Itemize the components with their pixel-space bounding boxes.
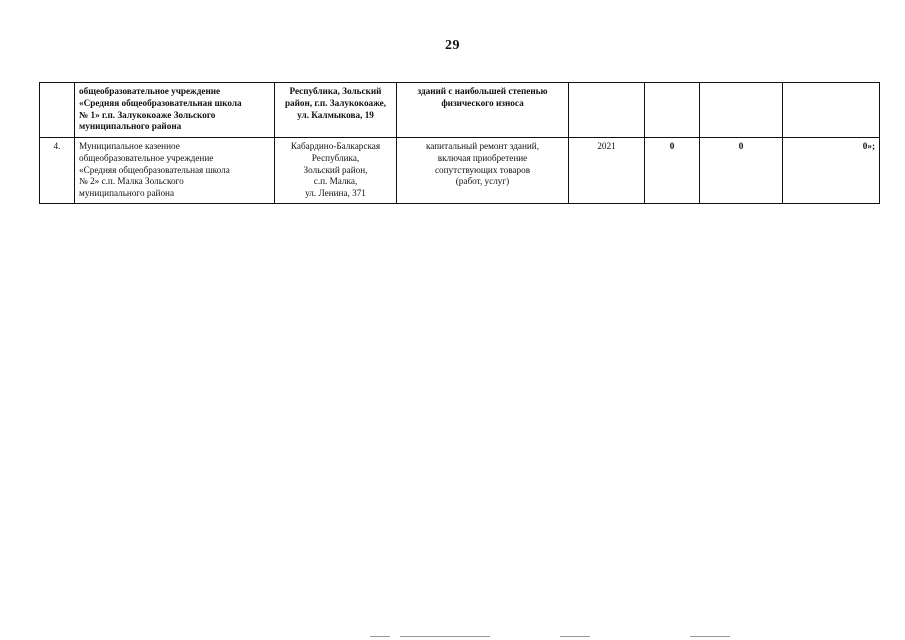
address-line: Республика, Зольский bbox=[289, 86, 382, 96]
work-type-line: сопутствующих товаров bbox=[434, 164, 531, 175]
work-type-line: зданий с наибольшей степенью bbox=[417, 86, 548, 96]
institution-name-line: № 2» с.п. Малка Зольского bbox=[79, 176, 184, 187]
year-cell: 2021 bbox=[569, 138, 645, 204]
work-type-cell bbox=[397, 83, 569, 138]
work-type-line: включая приобретение bbox=[437, 152, 528, 163]
table-row bbox=[40, 138, 880, 204]
address-cell bbox=[275, 138, 397, 204]
value-cell-3 bbox=[783, 83, 880, 138]
institution-name-line: «Средняя общеобразовательная школа bbox=[79, 97, 242, 108]
work-type-cell bbox=[397, 138, 569, 204]
scan-artifact-mark bbox=[370, 636, 390, 637]
institution-name-cell bbox=[75, 83, 275, 138]
institution-name-line: общеобразовательное учреждение bbox=[79, 86, 221, 96]
page-number: 29 bbox=[445, 38, 460, 53]
address-line: район, г.п. Залукокоаже, bbox=[284, 97, 387, 108]
institution-name-line: «Средняя общеобразовательная школа bbox=[79, 164, 230, 175]
institution-name-cell bbox=[75, 138, 275, 204]
institution-name-line: № 1» г.п. Залукокоаже Зольского bbox=[79, 109, 216, 120]
institution-name-line: общеобразовательное учреждение bbox=[79, 152, 214, 163]
institution-name-line: муниципального района bbox=[79, 121, 182, 132]
table-row bbox=[40, 83, 880, 138]
value-cell-2: 0 bbox=[700, 138, 783, 204]
value-cell-1 bbox=[645, 83, 700, 138]
address-cell bbox=[275, 83, 397, 138]
value-cell-3: 0»; bbox=[783, 138, 880, 204]
row-number-cell: 4. bbox=[40, 138, 75, 204]
address-line: Зольский район, bbox=[303, 164, 368, 175]
address-line: с.п. Малка, bbox=[313, 176, 358, 187]
address-line: Кабардино-Балкарская bbox=[290, 141, 381, 151]
scan-artifact-mark bbox=[560, 636, 590, 637]
scan-artifact bbox=[360, 636, 780, 638]
document-table bbox=[39, 82, 880, 204]
scan-artifact-mark bbox=[690, 636, 730, 637]
institution-name-line: Муниципальное казенное bbox=[79, 141, 180, 151]
work-type-line: капитальный ремонт зданий, bbox=[425, 141, 540, 151]
value-cell-1: 0 bbox=[645, 138, 700, 204]
work-type-line: физического износа bbox=[441, 97, 524, 108]
value-cell-2 bbox=[700, 83, 783, 138]
row-number-cell bbox=[40, 83, 75, 138]
work-type-line: (работ, услуг) bbox=[455, 176, 510, 187]
institution-name-line: муниципального района bbox=[79, 188, 175, 199]
year-cell bbox=[569, 83, 645, 138]
address-line: Республика, bbox=[311, 152, 360, 163]
address-line: ул. Калмыкова, 19 bbox=[297, 109, 374, 120]
scan-artifact-mark bbox=[400, 636, 490, 637]
address-line: ул. Ленина, 371 bbox=[305, 188, 366, 199]
